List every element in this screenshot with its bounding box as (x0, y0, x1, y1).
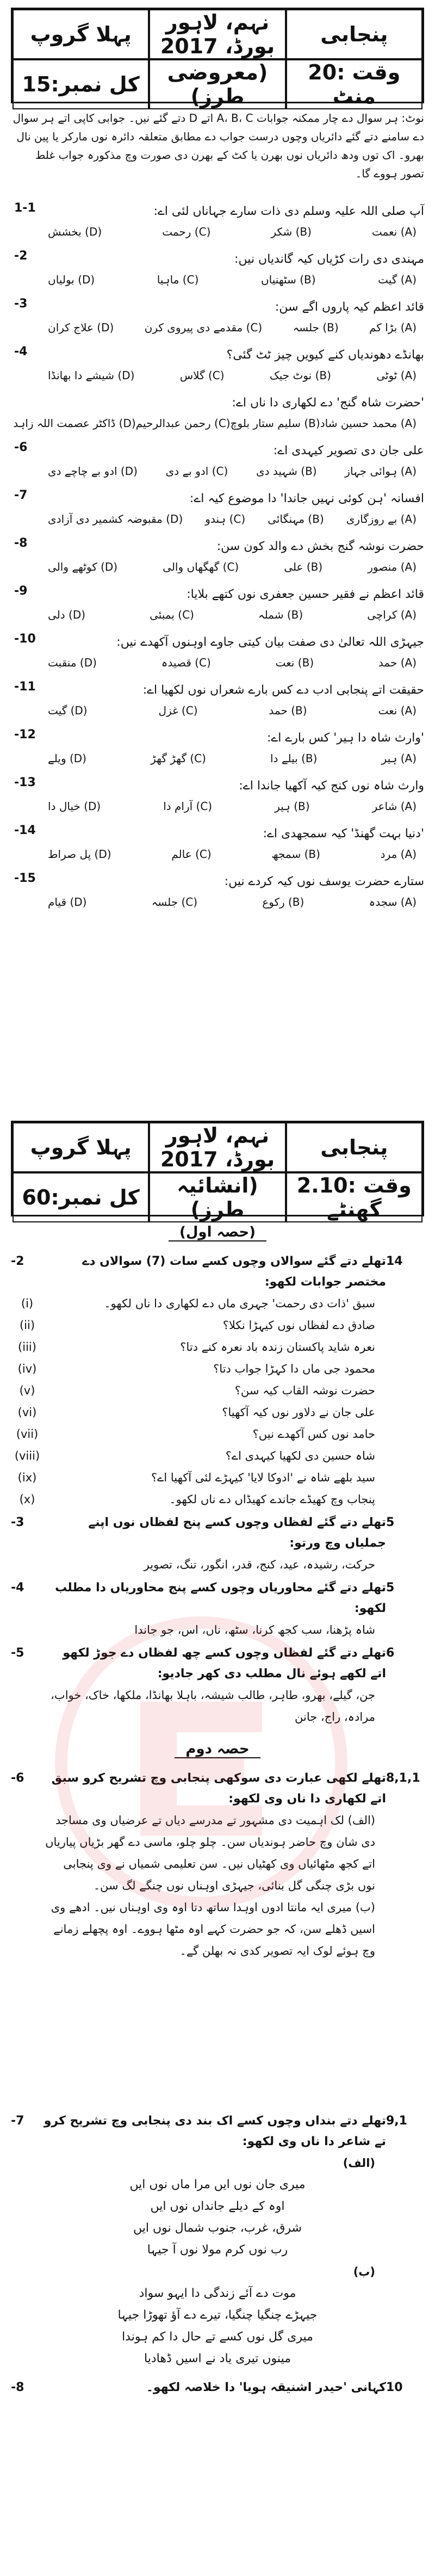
poem-line: میری جان نوں ایں مرا ماں نوں ایں (129, 2178, 306, 2191)
q2-subitem-text: علی جان نے دلاور نوں کیہ آکھیا؟ (222, 1406, 375, 1419)
mcq-body (44, 536, 424, 577)
mcq-option: (D) قیام (48, 895, 87, 909)
question-5 (11, 1643, 424, 1728)
q6-para-a: (الف) لک اہمیت دی مشہور تے مدرسے دیاں تے عرضیاں وی مساجد دی شان وچ حاضر ہوندیاں سن۔ چلو چلو، ماسی دے گھر بڑیاں پیاریاں اتے کجھ مٹھائیاں وی کھٹیاں نیں۔ سن تعلیمی شمیاں نے وی پنجابی نوں بڑی چنگی گل بنائی، جیہڑی اوہناں نوں چنگے لگ سن۔ (45, 1814, 375, 1892)
mcq-body (44, 824, 424, 864)
mcq-question: آپ صلی اللہ علیہ وسلم دی ذات سارے جہاناں لئی اے: (153, 205, 424, 218)
q3-num: -3 (11, 1516, 24, 1529)
q2-subitem (11, 1401, 424, 1423)
mcq-option: (D) گیت (48, 704, 88, 717)
q5-text: تھلے دتے گئے لفظاں وچوں کسے چھ لفظاں دے جوڑ لکھو اتے لکھے ہوئے نال مطلب دی کھر جادیو: (63, 1646, 386, 1681)
q2-subitem (11, 1336, 424, 1358)
mcq-option: (B) نوٹ جیک (269, 369, 331, 382)
q2-subitem-text: سید بلھے شاہ نے 'ادوکا لایا' کیہڑے لئی آکھیا اے؟ (151, 1471, 375, 1484)
q6-text: تھلے لکھی عبارت دی سوکھی پنجابی وچ تشریح کرو سبق اتے لکھاری دا ناں وی لکھو: (51, 1771, 386, 1806)
mcq-option: (D) ادو بے چاچے دی (48, 465, 138, 478)
mcq-option: (B) سمجھ (271, 848, 320, 861)
mcq-number: -12 (14, 728, 36, 742)
poem-line: جیہڑے چنگیا چنگیا، تیرے دے آؤ تھوڑا جیہا (117, 2308, 318, 2322)
q2-subitem-roman: (iii) (18, 1340, 36, 1354)
mcq-item (11, 824, 424, 864)
mcq-option: (B) شکر (271, 225, 312, 238)
q4-text: تھلے دتے گئے محاوریاں وچوں کسے پنج محاوریاں دا مطلب لکھو: (55, 1581, 386, 1615)
q2-subitem-text: شاہ حسین دی لکھیا کیہدی اے؟ (225, 1449, 375, 1462)
mcq-item (11, 201, 424, 242)
mcq-option: (C) ماہیا (157, 273, 199, 286)
mcq-option: (A) کراچی (367, 608, 417, 621)
q2-subitem (11, 1423, 424, 1445)
section2-title (0, 1741, 435, 1757)
mcq-question: قائد اعظم کیہ پاروں اگے سن: (275, 300, 424, 314)
mcq-body (44, 297, 424, 337)
q4-words: شاہ پڑھنا، سب کجھ کرنا، سٹھ، ناں، اس، جو جاندا (134, 1623, 375, 1636)
mcq-number: -4 (14, 345, 28, 359)
q5-head (11, 1643, 424, 1684)
mcq-option: (C) گلاس (179, 369, 225, 382)
q5-marks: 6 (386, 1646, 395, 1660)
question-3 (11, 1512, 424, 1576)
q2-subitem-text: پنجاب وچ کھیڈے جاندے کھیڈاں دے ناں لکھو۔ (169, 1493, 375, 1506)
mcq-item (11, 632, 424, 672)
q2-subitem-roman: (ii) (19, 1319, 35, 1332)
mcq-number: -15 (14, 872, 36, 885)
mcq-option: (B) جلسہ (293, 321, 339, 334)
q2-subitem (11, 1358, 424, 1380)
q6-num: -6 (11, 1771, 24, 1785)
mcq-option: (A) نعت (378, 704, 417, 717)
q2-subitem (11, 1293, 424, 1314)
q3-head (11, 1512, 424, 1554)
paper2-subject: پنجابی (286, 1122, 422, 1172)
poem-line: شرق، غرب، جنوب شمال نوں ایں (133, 2221, 302, 2235)
mcq-body (44, 201, 424, 242)
mcq-option: (D) بولیاں (48, 273, 95, 286)
mcq-option: (C) بمبئی (150, 608, 194, 621)
mcq-item (11, 536, 424, 577)
paper2-type: (انشائیہ طرز) (149, 1172, 285, 1222)
q8-marks: 10 (386, 2381, 403, 2394)
q4-num: -4 (11, 1581, 24, 1595)
mcq-option: (A) مرد (380, 848, 417, 861)
mcq-option: (A) گیت (378, 273, 417, 286)
q2-subitem-roman: (v) (19, 1384, 35, 1397)
mcq-option: (C) قصیدہ (161, 656, 211, 669)
mcq-item (11, 297, 424, 337)
section1-title-text: (حصہ اول) (169, 1224, 266, 1241)
q3-marks: 5 (386, 1516, 395, 1529)
mcq-option: (B) ہیر (275, 800, 310, 813)
q2-subitem-text: حضرت نوشہ القاب کیہ سن؟ (234, 1384, 375, 1397)
mcq-option: (C) غزل (158, 704, 198, 717)
mcq-options (44, 892, 424, 912)
q7-num: -7 (11, 2114, 24, 2128)
q7-text: تھلے دتے بنداں وچوں کسے اک بند دی پنجابی وچ تشریح کرو تے شاعر دا ناں وی لکھو: (44, 2114, 386, 2148)
mcq-options (44, 653, 424, 672)
mcq-item (11, 249, 424, 289)
q2-subitem (11, 1314, 424, 1336)
q7-head (11, 2111, 424, 2152)
mcq-item (11, 584, 424, 625)
mcq-item (11, 441, 424, 481)
mcq-number: -11 (14, 680, 36, 694)
poem-line: رب نوں کرم مولا نوں آ جیہا (147, 2243, 288, 2257)
paper2-header (11, 1121, 424, 1221)
mcq-body (44, 872, 424, 912)
question-2 (11, 1251, 424, 1510)
mcq-option: (D) ویلے (48, 752, 86, 765)
mcq-option: (A) ہیر (381, 752, 417, 765)
mcq-option: (D) منقبت (48, 656, 97, 669)
paper1-marks: کل نمبر:15 (13, 59, 149, 109)
mcq-option: (C) مقدمے دی پیروی کرن (144, 321, 263, 334)
mcq-question: قائد اعظم نے فقیر حسین جعفری نوں کتھے بلایا: (187, 588, 424, 601)
mcq-options (44, 701, 424, 720)
mcq-question: 'وارث شاہ دا ہیر' کس بارے اے: (266, 731, 424, 745)
mcq-options (44, 222, 424, 242)
mcq-option: (A) نعمت (371, 225, 417, 238)
poem-line: میری گل نوں کسے تے حال دا کم ہوندا (122, 2330, 313, 2344)
q7-poem-a-label: (الف) (343, 2157, 375, 2170)
mcq-question: جیہڑی اللہ تعالیٰ دی صفت بیان کیتی جاوے اوہنوں آکھدے نیں: (116, 635, 424, 649)
mcq-option: (B) بیلے دا (270, 752, 318, 765)
mcq-option: (D) بخشش (48, 225, 102, 238)
q2-subitem-text: صادق دے لفظاں نوں کیہڑا نکلا؟ (222, 1319, 375, 1332)
mcq-options (44, 749, 424, 768)
mcq-body (44, 632, 424, 672)
q2-subitem-text: محمود جی ماں دا کہڑا جواب دتا؟ (213, 1362, 375, 1375)
q2-subitem-text: نعرہ شاید پاکستان زندہ باد نعرہ کنے دتا؟ (180, 1340, 375, 1354)
q6-marks: 8,1,1 (386, 1771, 420, 1785)
mcq-option: (D) مقبوضہ کشمیر دی آزادی (48, 512, 183, 526)
mcq-body (44, 728, 424, 768)
mcq-option: (B) سٹھنیاں (260, 273, 316, 286)
paper1-group: پہلا گروپ (13, 9, 149, 59)
q2-subitem (11, 1467, 424, 1488)
mcq-item (11, 489, 424, 529)
mcq-option: (D) شیشے دا بھانڈا (48, 369, 135, 382)
mcq-option: (A) سجدہ (369, 895, 417, 909)
mcq-number (0, 393, 9, 406)
mcq-body (44, 489, 424, 529)
mcq-question: وارث شاہ نوں کنج کیہ آکھیا جاندا اے: (239, 779, 424, 793)
mcq-body (44, 680, 424, 720)
q7-poem-a (11, 2174, 424, 2261)
mcq-list (11, 201, 424, 919)
mcq-option: (A) حمد (378, 656, 417, 669)
mcq-number: -13 (14, 776, 36, 789)
mcq-option: (C) آرام دا (163, 800, 213, 813)
q4-head (11, 1578, 424, 1619)
mcq-question: مہندی دی رات کڑیاں کیہ گاندیاں نیں: (234, 252, 424, 266)
mcq-options (44, 796, 424, 816)
mcq-option: (B) شملہ (258, 608, 303, 621)
paper2-time: وقت :2.10 گھنٹے (286, 1172, 422, 1222)
mcq-number: -3 (14, 297, 28, 311)
mcq-item (11, 680, 424, 720)
mcq-item (11, 345, 424, 385)
mcq-option: (D) علاج کران (48, 321, 114, 334)
q6-para-b: (ب) میری ایہ مانتا ادوں اوہدا ساتھ دتا اوہ وی اوہناں نیں۔ ادھے وی اسیں ڈھلے سن، کہ جو حضرت کہے اوہ مٹھا ہووے۔ اوہ پچھلے زمانے وچ ہوئے لوک ایہ تصویر کدی نہ بھلن گے۔ (51, 1901, 375, 1957)
paper1-subject: پنجابی (286, 9, 422, 59)
q2-subitem-roman: (iv) (17, 1362, 37, 1375)
mcq-number: -14 (14, 824, 36, 837)
q2-subitem (11, 1445, 424, 1467)
mcq-option: (C) ادو بے دی (165, 465, 228, 478)
poem-line: مینوں تیری یاد نے اسیں ڈھادیا (144, 2352, 291, 2365)
mcq-question: علی جان دی تصویر کیہدی اے: (273, 444, 424, 458)
instruction-note: نوٹ: ہر سوال دے چار ممکنہ جوابات A، B، C اتے D دتے گئے نیں۔ جوابی کاپی اتے ہر سوال دے سامنے دتے گئے دائریاں وچوں درست جواب دے مطابق متعلقہ دائرہ نوں مارکر یا پین نال بھرو۔ اک توں ودھ دائریاں نوں بھرن یا کٹ کے بھرن دی صورت وچ مذکورہ جواب غلط تصور ہووے گا۔ (13, 112, 424, 180)
mcq-options (44, 605, 424, 625)
mcq-number: -10 (14, 632, 36, 646)
poem-line: اوہ کے دیلے جانداں نوں ایں (150, 2200, 285, 2213)
mcq-option: (B) علی (284, 560, 323, 573)
mcq-question: افسانہ 'ہن کوئی نہیں جاندا' دا موضوع کیہ اے: (189, 492, 424, 505)
section2-title-text: حصہ دوم (175, 1741, 260, 1758)
mcq-option: (C) گھگھاں والی (163, 560, 239, 573)
mcq-body (9, 393, 424, 433)
q6-head (11, 1768, 424, 1809)
mcq-option: (C) جلسہ (151, 895, 198, 909)
paper1-header (11, 8, 424, 108)
q8-num: -8 (11, 2381, 24, 2394)
q2-subitem (11, 1380, 424, 1401)
q2-subitem-roman: (vi) (17, 1406, 37, 1419)
question-6 (11, 1768, 424, 1962)
mcq-item (11, 728, 424, 768)
mcq-options (44, 461, 424, 481)
paper1-time: وقت :20 منٹ (286, 59, 422, 109)
mcq-options (9, 413, 424, 433)
mcq-question: حقیقت اتے پنجابی ادب دے کس بارے شعراں نوں لکھیا اے: (142, 683, 424, 697)
mcq-option: (C) گھڑ گھڑ (151, 752, 206, 765)
paper2-group: پہلا گروپ (13, 1122, 149, 1172)
mcq-option: (B) سلیم ستار بلوچ (230, 417, 320, 430)
mcq-options (44, 509, 424, 529)
q2-items (11, 1293, 424, 1510)
mcq-number: -2 (14, 249, 28, 263)
mcq-number: 1-1 (14, 201, 36, 215)
mcq-option: (D) دلی (48, 608, 86, 621)
mcq-option: (B) نعت (275, 656, 314, 669)
mcq-option: (A) ٹوٹی (376, 369, 417, 382)
poem-line: موت دے آئے زندگی دا ایہو سواد (139, 2287, 296, 2300)
mcq-item (11, 393, 424, 433)
mcq-number: -7 (14, 489, 28, 502)
mcq-item (11, 872, 424, 912)
mcq-options (44, 844, 424, 864)
q2-subitem-roman: (i) (21, 1297, 34, 1310)
mcq-body (44, 776, 424, 816)
q5-num: -5 (11, 1646, 24, 1660)
mcq-option: (C) رحمت (162, 225, 211, 238)
mcq-question: ستارے حضرت یوسف نوں کیہ کردے نیں: (224, 875, 424, 888)
mcq-option: (A) شاعر (372, 800, 417, 813)
q4-marks: 5 (386, 1581, 395, 1595)
q2-subitem-roman: (ix) (17, 1471, 37, 1484)
q2-subitem-roman: (viii) (14, 1449, 40, 1462)
mcq-option: (B) مہنگائی (268, 512, 324, 526)
mcq-options (44, 366, 424, 385)
paper2-marks: کل نمبر:60 (13, 1172, 149, 1222)
mcq-option: (A) محمد حسین شاد (320, 417, 417, 430)
q2-subitem-text: حامد نوں کس آکھدے نیں؟ (252, 1428, 375, 1441)
mcq-options (44, 270, 424, 289)
mcq-item (11, 776, 424, 816)
section1-title (0, 1224, 435, 1240)
mcq-option: (A) منصور (368, 560, 417, 573)
mcq-question: 'دنیا بہت گھنڈ' کیہ سمجھدی اے: (263, 827, 424, 841)
mcq-body (44, 441, 424, 481)
mcq-option: (D) ڈاکٹر عصمت اللہ زاہد (13, 417, 136, 430)
q7-poem-b-label: (ب) (353, 2265, 375, 2278)
mcq-option: (D) کوٹھے والی (48, 560, 118, 573)
mcq-option: (A) ہوائی جہاز (345, 465, 417, 478)
question-4 (11, 1578, 424, 1641)
q2-subitem-roman: (x) (19, 1493, 35, 1506)
mcq-body (44, 345, 424, 385)
q7-marks: 9,1 (386, 2114, 407, 2128)
q2-text: تھلے دتے گئے سوالاں وچوں کسے سات (7) سوالاں دے مختصر جوابات لکھو: (82, 1255, 386, 1289)
q2-marks: 14 (386, 1255, 403, 1268)
paper2-board: نہم، لاہور بورڈ، 2017 (149, 1122, 285, 1172)
q2-head (11, 1251, 424, 1293)
mcq-option: (C) رحمن عبدالرحیم (135, 417, 231, 430)
question-7 (11, 2111, 424, 2398)
mcq-option: (B) رکوع (262, 895, 304, 909)
mcq-option: (B) حمد (269, 704, 307, 717)
mcq-option: (C) عالم (171, 848, 212, 861)
q5-words: جن، گیلے، بھرو، طاہر، طالب شیشہ، باہلا بھانڈا، ملکھا، خاک، خواب، مرادہ، راج، جانن (51, 1689, 375, 1723)
mcq-number: -9 (14, 584, 28, 598)
mcq-option: (D) خیال دا (48, 800, 101, 813)
paper1-type: (معروضی طرز) (149, 59, 285, 109)
q3-text: تھلے دتے گئے لفظاں وچوں کسے پنج لفظاں نوں اپنے جملیاں وچ ورتو: (88, 1516, 386, 1550)
mcq-question: حضرت نوشہ گنج بخش دے والد کون سن: (216, 540, 424, 553)
mcq-question: 'حضرت شاہ گنج' دے لکھاری دا ناں اے: (232, 396, 424, 410)
mcq-option: (B) شہید دی (256, 465, 317, 478)
mcq-body (44, 249, 424, 289)
mcq-number: -6 (14, 441, 28, 454)
mcq-option: (A) بے روزگاری (346, 512, 417, 526)
mcq-body (44, 584, 424, 625)
mcq-number: -8 (14, 536, 28, 550)
mcq-options (44, 557, 424, 577)
mcq-option: (A) بڑا کم (369, 321, 417, 334)
paper1-board: نہم، لاہور بورڈ، 2017 (149, 9, 285, 59)
q7-poem-b (11, 2283, 424, 2370)
q3-words: حرکت، رشیدہ، عید، کنج، قدر، انگور، تنگ، تصویر (144, 1558, 375, 1571)
q8-text: کہانی 'حیدر اشنیقہ ہویا' دا خلاصہ لکھو۔ (146, 2381, 386, 2394)
q2-num: -2 (11, 1255, 24, 1268)
mcq-option: (C) ہندو (205, 512, 246, 526)
mcq-options (44, 318, 424, 337)
mcq-option: (D) پل صراط (48, 848, 111, 861)
q2-subitem-roman: (vii) (16, 1428, 39, 1441)
q2-subitem (11, 1488, 424, 1510)
mcq-question: بھانڈے دھوندیاں کنے کیویں چیز ٹٹ گئی؟ (226, 348, 424, 362)
q8-head (11, 2377, 424, 2398)
q2-subitem-text: سبق 'ذات دی رحمت' جہری ماں دے لکھاری دا ناں لکھو۔ (104, 1297, 375, 1310)
